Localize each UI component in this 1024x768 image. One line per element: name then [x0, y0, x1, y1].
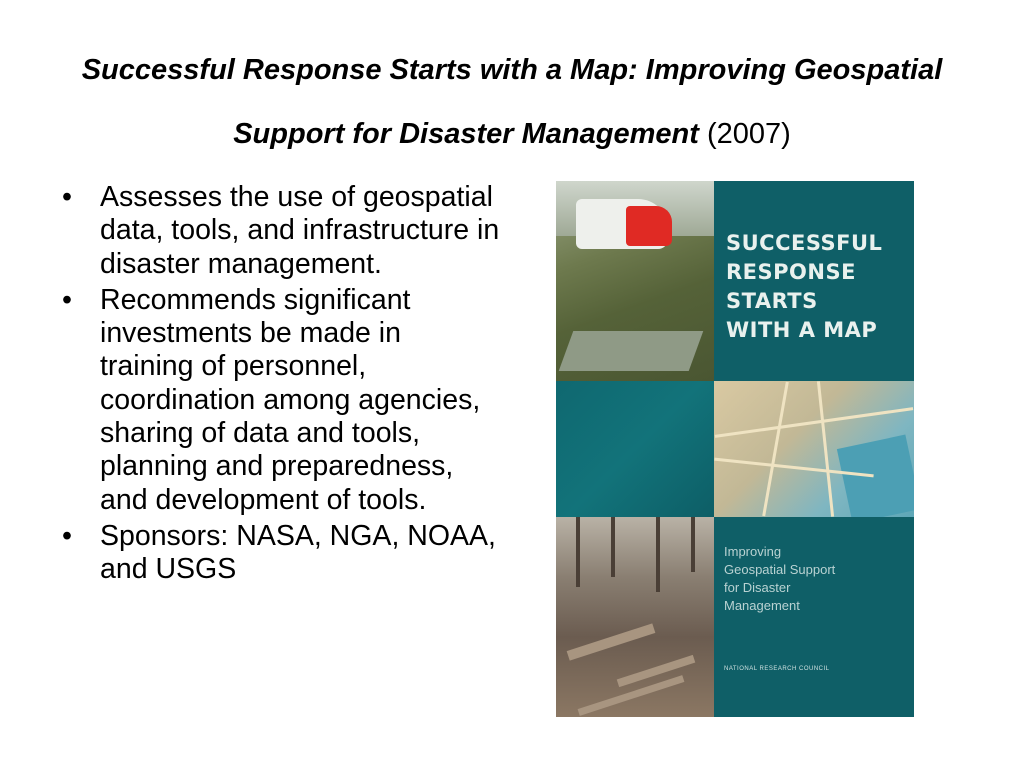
bullet-marker: • [62, 519, 72, 552]
cover-publisher: NATIONAL RESEARCH COUNCIL [724, 666, 830, 672]
bullet-text: Sponsors: NASA, NGA, NOAA, and USGS [100, 519, 496, 586]
map-water [837, 435, 914, 517]
slide-title [40, 38, 984, 166]
photo-tree [656, 517, 660, 592]
bullet-text: Recommends significant investments be made in training of personnel, coordination among agencies, sharing of data and tools, planning and preparedness, and development of tools. [100, 283, 481, 516]
photo-debris [567, 623, 656, 660]
map-road [762, 382, 789, 516]
bullet-text: Assesses the use of geospatial data, tools, and infrastructure in disaster management. [100, 181, 500, 280]
bullet-item [62, 181, 502, 281]
flooded-roof-shape [559, 331, 704, 371]
cover-map-image [714, 381, 914, 517]
cover-title: SUCCESSFUL RESPONSE STARTS WITH A MAP [726, 231, 883, 342]
cover-title-panel [714, 181, 914, 381]
slide-title-year: (2007) [706, 118, 791, 150]
bullet-item [62, 520, 502, 587]
cover-subtitle-panel [714, 517, 914, 717]
bullet-marker: • [62, 283, 72, 316]
photo-tree [576, 517, 580, 587]
cover-debris-photo [556, 517, 714, 717]
book-cover-image [556, 181, 914, 717]
photo-tree [691, 517, 695, 572]
cover-subtitle: Improving Geospatial Support for Disaster Management [724, 544, 836, 613]
photo-tree [611, 517, 615, 577]
photo-debris [617, 655, 696, 687]
cover-helicopter-photo [556, 181, 714, 381]
map-road [817, 381, 834, 517]
bullet-item [62, 284, 502, 517]
helicopter-red-panel [626, 206, 672, 246]
map-road [715, 407, 913, 438]
bullet-marker: • [62, 181, 72, 213]
cover-teal-panel [556, 381, 714, 517]
slide-title-main: Successful Response Starts with a Map: Improving Geospatial Support for Disaster Management [81, 54, 943, 150]
bullet-list [62, 181, 502, 590]
